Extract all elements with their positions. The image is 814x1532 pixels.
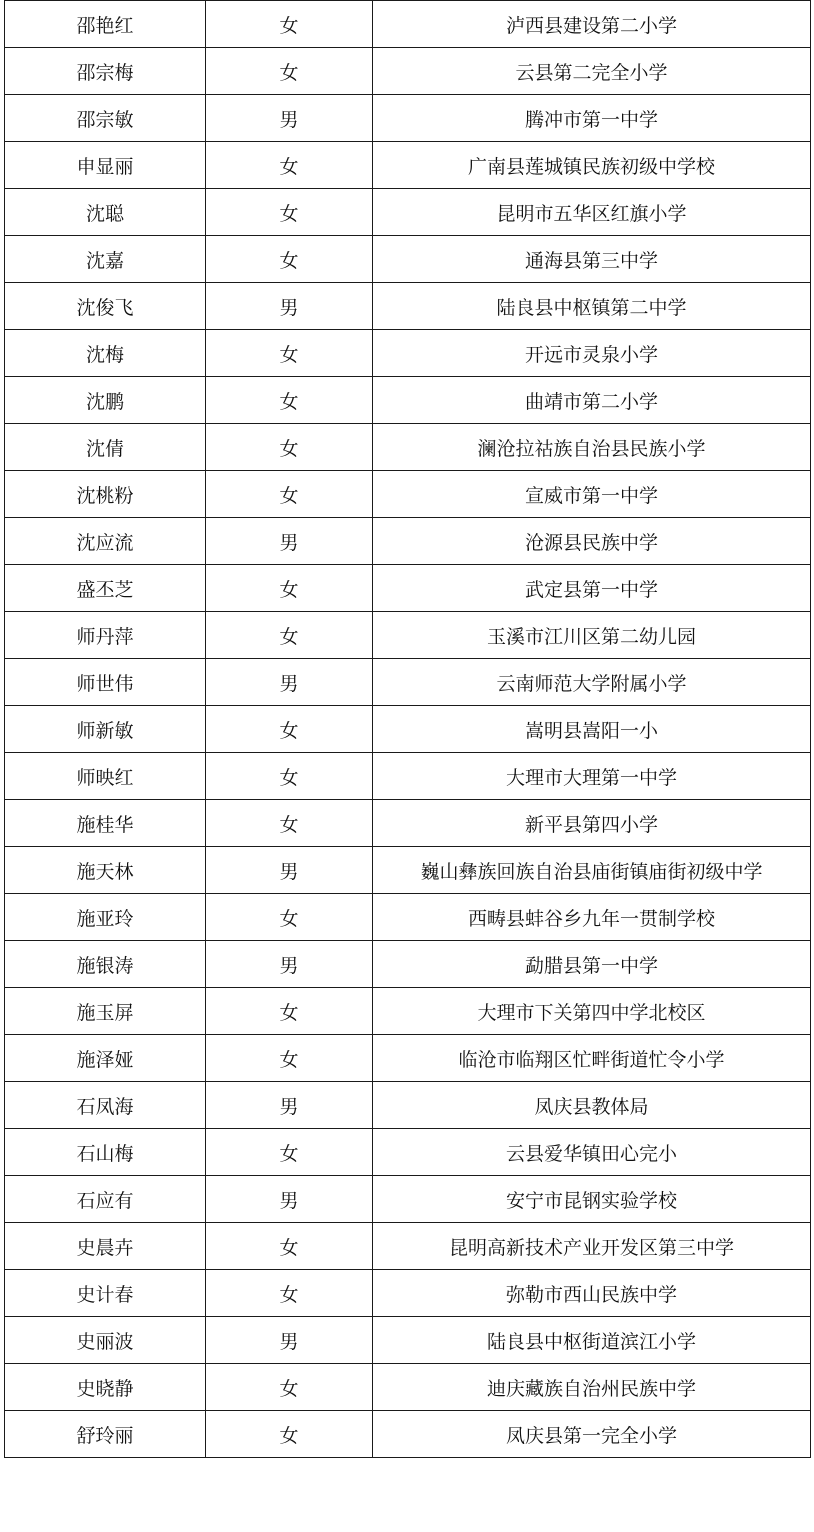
name-cell: 申显丽	[5, 142, 206, 189]
roster-sheet	[4, 0, 810, 1458]
name-cell: 师世伟	[5, 659, 206, 706]
gender-cell: 女	[206, 1364, 373, 1411]
gender-cell: 女	[206, 1035, 373, 1082]
gender-cell: 女	[206, 377, 373, 424]
table-row	[5, 1364, 811, 1411]
school-cell: 腾冲市第一中学	[373, 95, 811, 142]
name-cell: 史晓静	[5, 1364, 206, 1411]
school-cell: 云县第二完全小学	[373, 48, 811, 95]
table-row	[5, 706, 811, 753]
school-cell: 玉溪市江川区第二幼儿园	[373, 612, 811, 659]
school-cell: 临沧市临翔区忙畔街道忙令小学	[373, 1035, 811, 1082]
gender-cell: 女	[206, 1223, 373, 1270]
gender-cell: 女	[206, 236, 373, 283]
roster-table	[4, 0, 811, 1458]
name-cell: 施银涛	[5, 941, 206, 988]
school-cell: 勐腊县第一中学	[373, 941, 811, 988]
school-cell: 迪庆藏族自治州民族中学	[373, 1364, 811, 1411]
name-cell: 邵艳红	[5, 1, 206, 48]
name-cell: 沈鹏	[5, 377, 206, 424]
table-row	[5, 1223, 811, 1270]
table-row	[5, 565, 811, 612]
gender-cell: 男	[206, 941, 373, 988]
school-cell: 西畴县蚌谷乡九年一贯制学校	[373, 894, 811, 941]
gender-cell: 女	[206, 612, 373, 659]
name-cell: 师新敏	[5, 706, 206, 753]
school-cell: 安宁市昆钢实验学校	[373, 1176, 811, 1223]
name-cell: 施天林	[5, 847, 206, 894]
name-cell: 沈嘉	[5, 236, 206, 283]
gender-cell: 男	[206, 659, 373, 706]
gender-cell: 男	[206, 518, 373, 565]
school-cell: 开远市灵泉小学	[373, 330, 811, 377]
school-cell: 武定县第一中学	[373, 565, 811, 612]
name-cell: 师映红	[5, 753, 206, 800]
school-cell: 巍山彝族回族自治县庙街镇庙街初级中学	[373, 847, 811, 894]
table-row	[5, 283, 811, 330]
table-row	[5, 189, 811, 236]
roster-table-body	[5, 1, 811, 1458]
school-cell: 陆良县中枢镇第二中学	[373, 283, 811, 330]
table-row	[5, 941, 811, 988]
school-cell: 大理市大理第一中学	[373, 753, 811, 800]
gender-cell: 男	[206, 283, 373, 330]
school-cell: 云南师范大学附属小学	[373, 659, 811, 706]
name-cell: 邵宗梅	[5, 48, 206, 95]
name-cell: 施亚玲	[5, 894, 206, 941]
table-row	[5, 1317, 811, 1364]
name-cell: 沈梅	[5, 330, 206, 377]
gender-cell: 男	[206, 847, 373, 894]
gender-cell: 女	[206, 706, 373, 753]
table-row	[5, 142, 811, 189]
school-cell: 凤庆县教体局	[373, 1082, 811, 1129]
name-cell: 史计春	[5, 1270, 206, 1317]
gender-cell: 女	[206, 330, 373, 377]
table-row	[5, 330, 811, 377]
name-cell: 沈桃粉	[5, 471, 206, 518]
gender-cell: 女	[206, 894, 373, 941]
table-row	[5, 847, 811, 894]
gender-cell: 女	[206, 1, 373, 48]
gender-cell: 女	[206, 988, 373, 1035]
school-cell: 宣威市第一中学	[373, 471, 811, 518]
table-row	[5, 1, 811, 48]
name-cell: 石山梅	[5, 1129, 206, 1176]
gender-cell: 男	[206, 1082, 373, 1129]
name-cell: 史晨卉	[5, 1223, 206, 1270]
name-cell: 师丹萍	[5, 612, 206, 659]
gender-cell: 女	[206, 1270, 373, 1317]
table-row	[5, 800, 811, 847]
name-cell: 施玉屏	[5, 988, 206, 1035]
table-row	[5, 1411, 811, 1458]
gender-cell: 女	[206, 142, 373, 189]
school-cell: 弥勒市西山民族中学	[373, 1270, 811, 1317]
school-cell: 大理市下关第四中学北校区	[373, 988, 811, 1035]
school-cell: 广南县莲城镇民族初级中学校	[373, 142, 811, 189]
gender-cell: 男	[206, 1176, 373, 1223]
table-row	[5, 377, 811, 424]
table-row	[5, 48, 811, 95]
school-cell: 泸西县建设第二小学	[373, 1, 811, 48]
school-cell: 新平县第四小学	[373, 800, 811, 847]
school-cell: 昆明高新技术产业开发区第三中学	[373, 1223, 811, 1270]
gender-cell: 男	[206, 95, 373, 142]
table-row	[5, 518, 811, 565]
table-row	[5, 1176, 811, 1223]
gender-cell: 女	[206, 753, 373, 800]
table-row	[5, 236, 811, 283]
name-cell: 沈俊飞	[5, 283, 206, 330]
school-cell: 沧源县民族中学	[373, 518, 811, 565]
school-cell: 嵩明县嵩阳一小	[373, 706, 811, 753]
name-cell: 沈应流	[5, 518, 206, 565]
name-cell: 邵宗敏	[5, 95, 206, 142]
gender-cell: 女	[206, 424, 373, 471]
name-cell: 史丽波	[5, 1317, 206, 1364]
name-cell: 石应有	[5, 1176, 206, 1223]
name-cell: 沈倩	[5, 424, 206, 471]
table-row	[5, 1082, 811, 1129]
table-row	[5, 659, 811, 706]
table-row	[5, 1270, 811, 1317]
table-row	[5, 894, 811, 941]
table-row	[5, 95, 811, 142]
table-row	[5, 424, 811, 471]
table-row	[5, 1035, 811, 1082]
gender-cell: 女	[206, 565, 373, 612]
table-row	[5, 612, 811, 659]
school-cell: 曲靖市第二小学	[373, 377, 811, 424]
gender-cell: 女	[206, 189, 373, 236]
name-cell: 施桂华	[5, 800, 206, 847]
school-cell: 通海县第三中学	[373, 236, 811, 283]
name-cell: 沈聪	[5, 189, 206, 236]
gender-cell: 男	[206, 1317, 373, 1364]
school-cell: 陆良县中枢街道滨江小学	[373, 1317, 811, 1364]
gender-cell: 女	[206, 800, 373, 847]
name-cell: 石凤海	[5, 1082, 206, 1129]
gender-cell: 女	[206, 471, 373, 518]
name-cell: 盛丕芝	[5, 565, 206, 612]
school-cell: 昆明市五华区红旗小学	[373, 189, 811, 236]
school-cell: 凤庆县第一完全小学	[373, 1411, 811, 1458]
table-row	[5, 471, 811, 518]
school-cell: 澜沧拉祜族自治县民族小学	[373, 424, 811, 471]
table-row	[5, 753, 811, 800]
gender-cell: 女	[206, 1411, 373, 1458]
school-cell: 云县爱华镇田心完小	[373, 1129, 811, 1176]
name-cell: 施泽娅	[5, 1035, 206, 1082]
name-cell: 舒玲丽	[5, 1411, 206, 1458]
gender-cell: 女	[206, 1129, 373, 1176]
table-row	[5, 1129, 811, 1176]
gender-cell: 女	[206, 48, 373, 95]
table-row	[5, 988, 811, 1035]
